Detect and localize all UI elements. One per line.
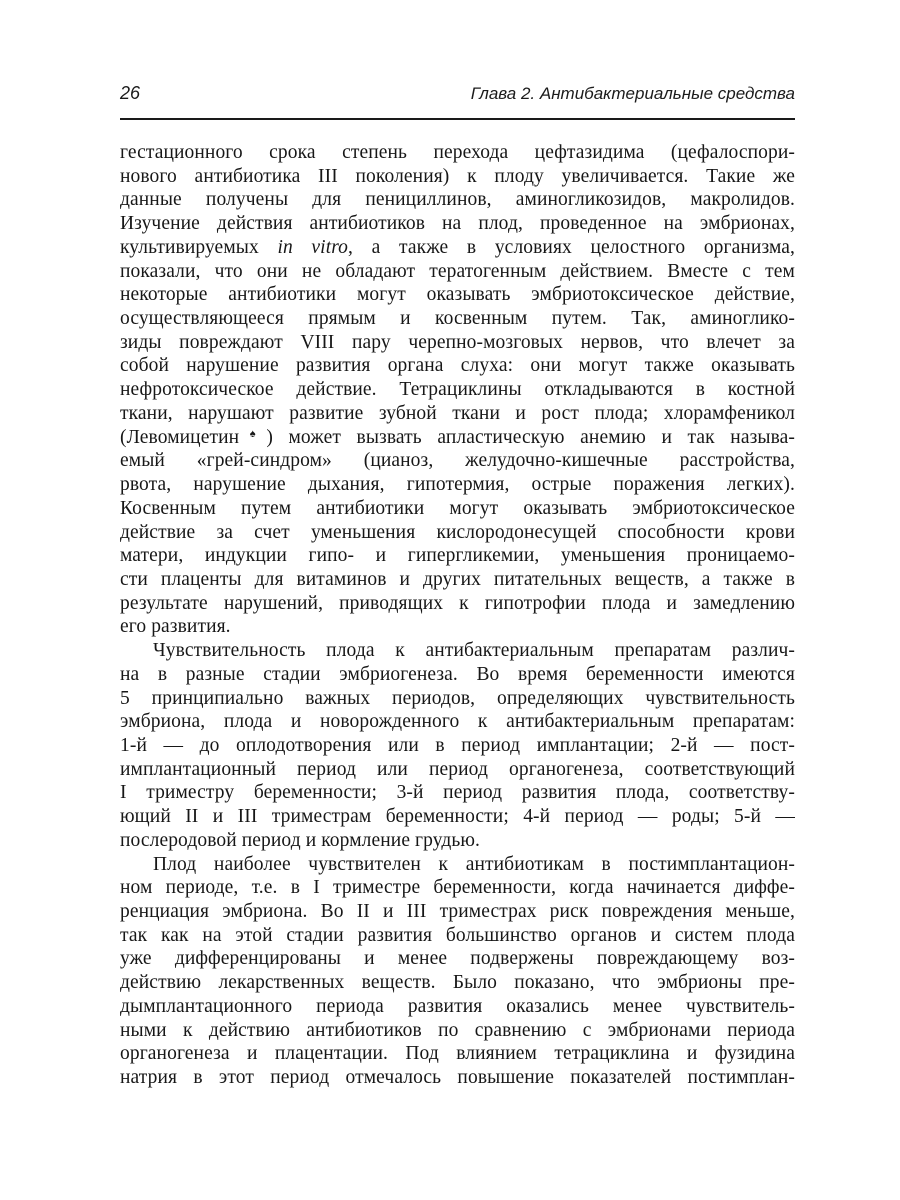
text-line: осуществляющееся прямым и косвенным путем. Так, аминоглико- xyxy=(120,308,795,330)
text-line: нового антибиотика III поколения) к плоду увеличивается. Такие же xyxy=(120,165,795,187)
page-number: 26 xyxy=(120,83,141,103)
text-line: эмбриона, плода и новорожденного к антибактериальным препаратам: xyxy=(120,711,795,733)
text-line: Косвенным путем антибиотики могут оказывать эмбриотоксическое xyxy=(120,497,795,519)
text-line: 1-й — до оплодотворения или в период имплантации; 2-й — пост- xyxy=(120,734,795,756)
text-line: данные получены для пенициллинов, аминогликозидов, макролидов. xyxy=(120,189,795,211)
text-line: ренциация эмбриона. Во II и III триместрах риск повреждения меньше, xyxy=(120,901,795,922)
text-line: Плод наиболее чувствителен к антибиотикам в постимплантацион- xyxy=(153,853,795,875)
text-line: ткани, нарушают развитие зубной ткани и рост плода; хлорамфеникол xyxy=(120,402,795,424)
text-line: нефротоксическое действие. Тетрациклины откладываются в костной xyxy=(120,379,795,401)
text-line: органогенеза и плацентации. Под влиянием тетрациклина и фузидина xyxy=(120,1043,795,1065)
text-line: ющий II и III триместрам беременности; 4-й период — роды; 5-й — xyxy=(120,806,795,828)
text-line: имплантационный период или период органогенеза, соответствующий xyxy=(120,758,795,780)
text-line: емый «грей-синдром» (цианоз, желудочно-кишечные расстройства, xyxy=(120,450,795,472)
text-line: некоторые антибиотики могут оказывать эмбриотоксическое действие, xyxy=(120,284,795,306)
page-header xyxy=(120,82,795,105)
text-line: (Левомицетин♠) может вызвать апластическую анемию и так называ- xyxy=(120,426,796,448)
text-line: показали, что они не обладают тератогенным действием. Вместе с тем xyxy=(120,260,795,282)
text-line: Чувствительность плода к антибактериальным препаратам различ- xyxy=(153,640,795,662)
text-line: зиды повреждают VIII пару черепно-мозговых нервов, что влечет за xyxy=(120,331,795,353)
text-line: 5 принципиально важных периодов, определяющих чувствительность xyxy=(120,687,795,709)
text-line: результате нарушений, приводящих к гипотрофии плода и замедлению xyxy=(120,592,795,614)
text-line: I триместру беременности; 3-й период развития плода, соответству- xyxy=(120,782,795,804)
text-line: дымплантационного периода развития оказались менее чувствитель- xyxy=(120,995,795,1017)
header-rule xyxy=(120,118,795,120)
text-line: рвота, нарушение дыхания, гипотермия, острые поражения легких). xyxy=(120,474,795,496)
text-line: ном периоде, т.е. в I триместре беременности, когда начинается диффе- xyxy=(120,877,795,899)
body-text xyxy=(120,141,795,1090)
text-line: действие за счет уменьшения кислородонесущей способности крови xyxy=(120,521,795,543)
text-line: культивируемых in vitro, а также в условиях целостного организма, xyxy=(120,236,796,258)
text-line: так как на этой стадии развития большинство органов и систем плода xyxy=(120,924,795,946)
text-line: собой нарушение развития органа слуха: они могут также оказывать xyxy=(120,355,795,377)
chapter-title: Глава 2. Антибактериальные средства xyxy=(470,84,795,103)
text-line: действию лекарственных веществ. Было показано, что эмбрионы пре- xyxy=(120,972,795,994)
text-line: ными к действию антибиотиков по сравнению с эмбрионами периода xyxy=(120,1019,795,1041)
text-line: на в разные стадии эмбриогенеза. Во время беременности имеются xyxy=(120,663,795,685)
text-line: Изучение действия антибиотиков на плод, проведенное на эмбрионах, xyxy=(120,213,795,235)
text-line: матери, индукции гипо- и гипергликемии, уменьшения проницаемо- xyxy=(120,545,795,567)
text-line: гестационного срока степень перехода цефтазидима (цефалоспори- xyxy=(120,142,795,163)
text-line: послеродовой период и кормление грудью. xyxy=(120,829,481,851)
text-line: уже дифференцированы и менее подвержены повреждающему воз- xyxy=(120,948,795,970)
text-line: его развития. xyxy=(120,616,231,638)
text-line: натрия в этот период отмечалось повышение показателей постимплан- xyxy=(120,1067,795,1089)
text-line: сти плаценты для витаминов и других питательных веществ, а также в xyxy=(120,568,795,590)
